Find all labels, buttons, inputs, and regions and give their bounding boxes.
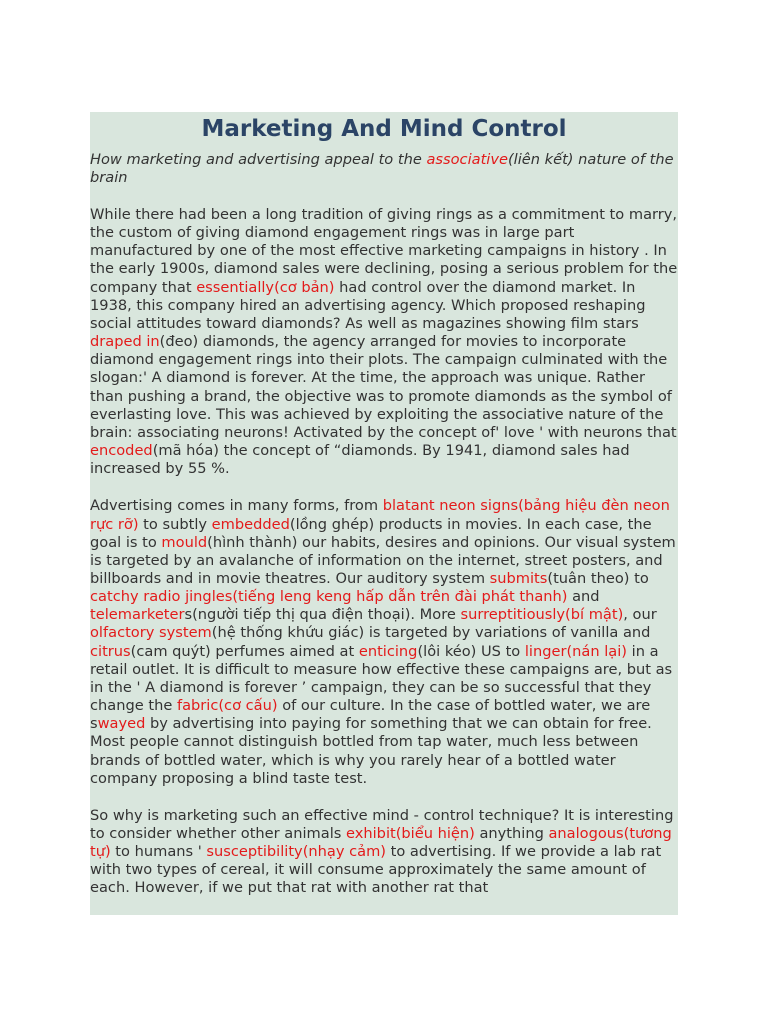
highlighted-term: essentially(cơ bản) <box>196 278 335 296</box>
highlighted-term: catchy radio jingles(tiếng leng keng hấp dẫn trên đài phát thanh) <box>90 588 568 606</box>
highlighted-term: embedded <box>211 515 290 533</box>
highlighted-term: linger(nán lại) <box>524 642 627 660</box>
text-run: How marketing and advertising appeal to the <box>90 151 427 168</box>
text-run: had control over the diamond market. In 1938, this company hired an advertising agency. Which proposed reshaping social attitudes toward diamonds? As well as magazines showing film stars <box>90 278 646 332</box>
text-run: So why is marketing such an effective mind - control technique? It is interesting to consider whether other animals <box>90 806 674 842</box>
highlighted-term: citrus <box>90 642 131 660</box>
highlighted-term: olfactory system <box>90 624 212 642</box>
text-run: by advertising into paying for something that we can obtain for free. Most people cannot distinguish bottled from tap water, much less between brands of bottled water, which is why you rarely hear of a bottled water company proposing a blind taste test. <box>90 715 652 787</box>
subtitle <box>90 151 678 187</box>
text-run: (lôi kéo) US to <box>417 642 525 660</box>
text-run: to humans ' <box>110 843 207 861</box>
text-run: and <box>567 588 600 606</box>
text-run: While there had been a long tradition of giving rings as a commitment to marry, the custom of giving diamond engagement rings was in large part manufactured by one of the most effective marketing campaigns in history . In the early 1900s, diamond sales were declining, posing a serious problem for the company that <box>90 206 678 296</box>
highlighted-term: wayed <box>97 715 146 733</box>
text-run: Advertising comes in many forms, from <box>90 497 383 515</box>
highlighted-term: blatant neon signs(bảng hiệu đèn neon rực rỡ) <box>90 497 670 533</box>
highlighted-term: draped in <box>90 333 160 351</box>
highlighted-term: surreptitiously(bí mật) <box>460 606 624 624</box>
highlighted-term: exhibit(biểu hiện) <box>346 825 475 842</box>
paragraph-2 <box>90 497 678 788</box>
highlighted-term: encoded <box>90 442 153 460</box>
highlighted-term: associative <box>426 151 508 168</box>
page-title: Marketing And Mind Control <box>201 116 567 142</box>
text-run: , our <box>623 606 657 624</box>
highlighted-term: enticing <box>358 642 418 660</box>
text-run: to subtly <box>138 515 212 533</box>
text-run: (liên kết) nature of the brain <box>90 151 674 186</box>
highlighted-term: fabric(cơ cấu) <box>176 697 278 715</box>
text-run: to advertising. If we provide a lab rat with two types of cereal, it will consume approximately the same amount of each. However, if we put that rat with another rat that <box>90 843 662 897</box>
text-run: (mã hóa) the concept of “diamonds. By 1941, diamond sales had increased by 55 %. <box>90 442 630 478</box>
text-run: (cam quýt) perfumes aimed at <box>130 642 359 660</box>
text-run: (đeo) diamonds, the agency arranged for movies to incorporate diamond engagement rings into their plots. The campaign culminated with the slogan:' A diamond is forever. At the time, the approach was unique. Rather than pushing a brand, the objective was to promote diamonds as the symbol of everlasting love. This was achieved by exploiting the associative nature of the brain: associating neurons! Activated by the concept of' love ' with neurons that <box>90 333 677 441</box>
body-text <box>90 206 678 898</box>
highlighted-term: submits <box>489 569 548 587</box>
document-page <box>90 112 678 915</box>
paragraph-1 <box>90 206 678 478</box>
text-run: (lồng ghép) products in movies. In each case, the goal is to <box>90 515 652 551</box>
paragraph-3 <box>90 807 678 898</box>
text-run: (hình thành) our habits, desires and opinions. Our visual system is targeted by an avalanche of information on the internet, street posters, and billboards and in movie theatres. Our auditory system <box>90 533 676 587</box>
text-run: s(người tiếp thị qua điện thoại). More <box>184 606 461 624</box>
text-run: anything <box>474 825 549 842</box>
text-run: (tuân theo) to <box>547 569 649 587</box>
text-run: of our culture. In the case of bottled water, we are s <box>90 697 651 733</box>
highlighted-term: analogous(tương tự) <box>90 825 672 861</box>
highlighted-term: telemarketer <box>90 606 185 624</box>
text-run: (hệ thống khứu giác) is targeted by variations of vanilla and <box>211 624 651 642</box>
highlighted-term: susceptibility(nhạy cảm) <box>206 843 386 861</box>
text-run: in a retail outlet. It is difficult to measure how effective these campaigns are, but as in the ' A diamond is forever ’ campaign, they can be so successful that they change the <box>90 642 673 715</box>
highlighted-term: mould <box>161 533 208 551</box>
